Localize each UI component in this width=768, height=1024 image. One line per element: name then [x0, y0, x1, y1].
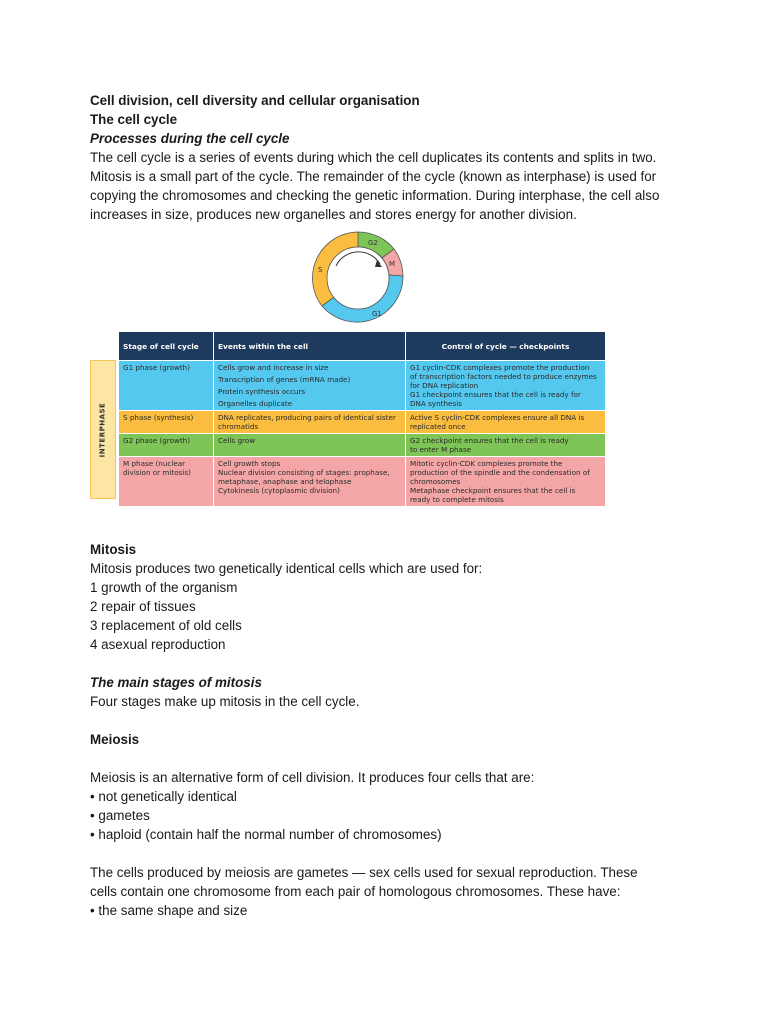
table-grid [119, 332, 605, 507]
control-cell [406, 434, 605, 456]
control-line: G1 checkpoint ensures that the cell is ready for [410, 390, 581, 399]
control-line: G2 checkpoint ensures that the cell is ready [410, 436, 569, 445]
control-line: replicated once [410, 422, 466, 431]
stage-cell: S phase (synthesis) [119, 411, 214, 433]
subheading-processes: Processes during the cell cycle [90, 131, 290, 146]
label-g2: G2 [368, 239, 378, 247]
section-heading-meiosis: Meiosis [90, 732, 140, 747]
list-item: • the same shape and size [90, 903, 248, 918]
cell-cycle-table [90, 332, 605, 528]
list-item: 1 growth of the organism [90, 580, 238, 595]
stage-cell: M phase (nuclear division or mitosis) [119, 457, 214, 506]
list-item: • gametes [90, 808, 150, 823]
gametes-list [90, 901, 690, 920]
control-line: of transcription factors needed to produce enzymes [410, 372, 597, 381]
list-item: • haploid (contain half the normal number of chromosomes) [90, 827, 442, 842]
list-item: 4 asexual reproduction [90, 637, 226, 652]
control-line: G1 cyclin-CDK complexes promote the production [410, 363, 590, 372]
event-line: Protein synthesis occurs [218, 387, 306, 396]
inner-circle [327, 247, 389, 309]
doc-title: Cell division, cell diversity and cellular organisation [90, 93, 420, 108]
event-line: Organelles duplicate [218, 399, 293, 408]
stages-text: Four stages make up mitosis in the cell cycle. [90, 694, 360, 709]
para-line: The cell cycle is a series of events during which the cell duplicates its contents and splits in two. [90, 150, 657, 165]
event-line: Transcription of genes (mRNA made) [218, 375, 351, 384]
label-s: S [318, 266, 323, 274]
para-line: cells contain one chromosome from each pair of homologous chromosomes. These have: [90, 884, 621, 899]
interphase-bracket [90, 360, 116, 499]
header-events: Events within the cell [214, 332, 406, 360]
event-line: DNA replicates, producing pairs of identical sister [218, 413, 396, 422]
control-line: DNA synthesis [410, 399, 462, 408]
list-item: 2 repair of tissues [90, 599, 196, 614]
list-item: • not genetically identical [90, 789, 237, 804]
table-row-g1 [119, 361, 605, 411]
para-line: copying the chromosomes and checking the genetic information. During interphase, the cell also [90, 188, 660, 203]
table-row-g2 [119, 434, 605, 457]
label-g1: G1 [372, 310, 382, 318]
event-line: Nuclear division consisting of stages: prophase, [218, 468, 390, 477]
document-page [90, 91, 690, 920]
para-line: Mitosis is a small part of the cycle. The remainder of the cycle (known as interphase) is used for [90, 169, 657, 184]
meiosis-list [90, 787, 690, 844]
event-line: metaphase, anaphase and telophase [218, 477, 352, 486]
event-line: Cytokinesis (cytoplasmic division) [218, 486, 340, 495]
control-cell [406, 411, 605, 433]
table-row-s [119, 411, 605, 434]
para-line: The cells produced by meiosis are gametes — sex cells used for sexual reproduction. These [90, 865, 638, 880]
section-heading-mitosis: Mitosis [90, 542, 137, 557]
events-cell [214, 361, 406, 410]
control-line: chromosomes [410, 477, 461, 486]
events-cell [214, 457, 406, 506]
event-line: chromatids [218, 422, 259, 431]
control-cell [406, 457, 605, 506]
header-control: Control of cycle — checkpoints [406, 332, 605, 360]
interphase-label: INTERPHASE [98, 402, 107, 457]
section-heading-cell-cycle: The cell cycle [90, 112, 178, 127]
cell-cycle-figure [90, 230, 605, 530]
label-m: M [389, 260, 396, 268]
event-line: Cells grow and increase in size [218, 363, 329, 372]
control-line: ready to complete mitosis [410, 495, 504, 504]
control-line: Metaphase checkpoint ensures that the cell is [410, 486, 576, 495]
control-line: Mitotic cyclin-CDK complexes promote the [410, 459, 563, 468]
stage-cell: G1 phase (growth) [119, 361, 214, 410]
table-row-m [119, 457, 605, 507]
table-header-row [119, 332, 605, 361]
control-line: production of the spindle and the condensation of [410, 468, 590, 477]
events-cell [214, 411, 406, 433]
subheading-stages: The main stages of mitosis [90, 675, 262, 690]
control-line: Active S cyclin-CDK complexes ensure all DNA is [410, 413, 585, 422]
mitosis-uses-list [90, 578, 690, 654]
control-line: to enter M phase [410, 445, 472, 454]
event-line: Cell growth stops [218, 459, 281, 468]
list-item: 3 replacement of old cells [90, 618, 242, 633]
stage-cell: G2 phase (growth) [119, 434, 214, 456]
control-line: for DNA replication [410, 381, 479, 390]
meiosis-intro: Meiosis is an alternative form of cell division. It produces four cells that are: [90, 770, 535, 785]
event-line: Cells grow [218, 436, 256, 445]
cell-cycle-diagram [312, 230, 404, 326]
para-line: increases in size, produces new organelles and stores energy for another division. [90, 207, 577, 222]
control-cell [406, 361, 605, 410]
header-stage: Stage of cell cycle [119, 332, 214, 360]
events-cell [214, 434, 406, 456]
mitosis-intro: Mitosis produces two genetically identical cells which are used for: [90, 561, 483, 576]
